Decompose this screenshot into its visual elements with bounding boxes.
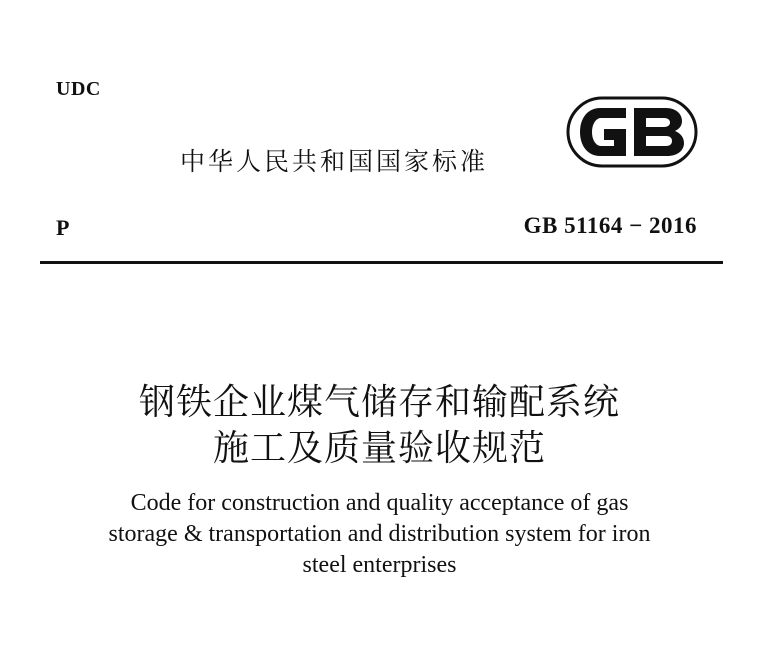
english-title	[0, 488, 759, 581]
chinese-title-line-1: 钢铁企业煤气储存和输配系统	[138, 382, 620, 423]
english-title-line-1: Code for construction and quality acceptance of gas	[130, 490, 629, 516]
national-standard-heading: 中华人民共和国国家标准	[180, 147, 489, 176]
chinese-title-line-2: 施工及质量验收规范	[212, 428, 546, 469]
gb-logo	[566, 96, 698, 168]
classification-letter: P	[56, 215, 70, 240]
english-title-line-3: steel enterprises	[302, 552, 457, 578]
english-title-line-2: storage & transportation and distribution system for iron	[108, 521, 651, 547]
udc-label: UDC	[56, 78, 101, 100]
standard-number: GB 51164 − 2016	[523, 213, 697, 238]
header-divider	[40, 261, 723, 264]
